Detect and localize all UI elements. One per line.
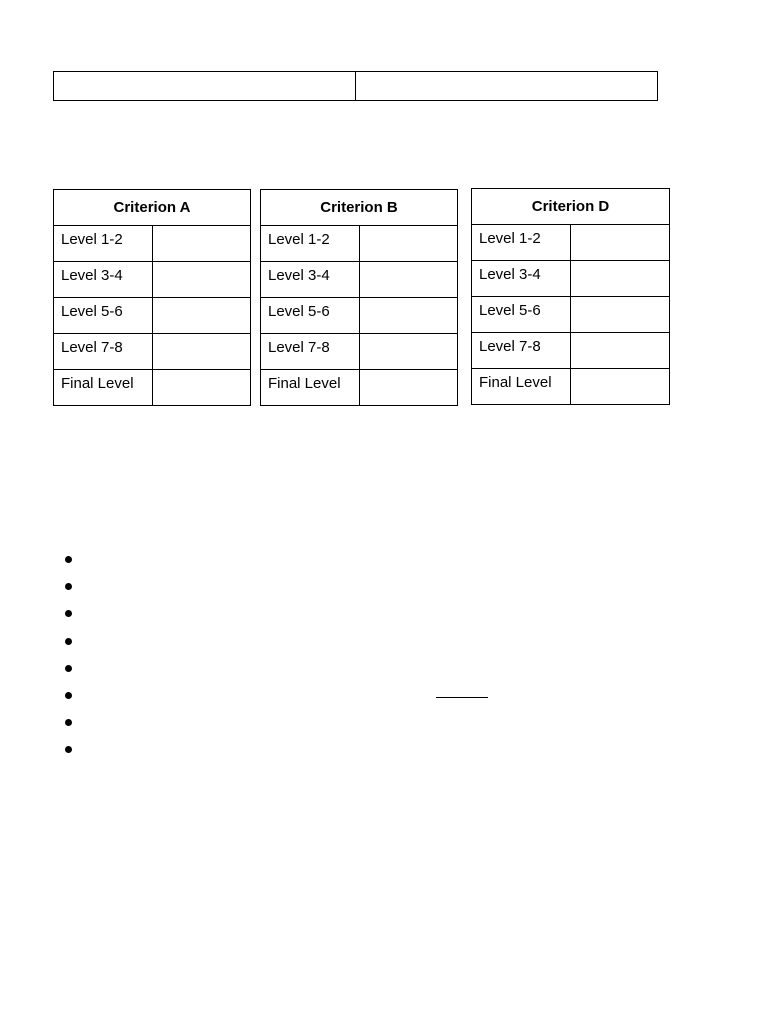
list-item: [65, 573, 72, 600]
level-label: Level 5-6: [54, 298, 153, 334]
table-row: [472, 333, 670, 369]
table-row: [261, 262, 458, 298]
level-label: Level 5-6: [472, 297, 571, 333]
bullet-icon: [65, 746, 72, 753]
header-cell-right: [356, 72, 658, 101]
bullet-icon: [65, 610, 72, 617]
table-row: [261, 334, 458, 370]
table-row: [472, 369, 670, 405]
level-score-cell: [571, 297, 670, 333]
table-row: [54, 226, 251, 262]
level-score-cell: [360, 334, 458, 370]
header-info-table: [53, 71, 658, 101]
table-row: [54, 334, 251, 370]
level-label: Level 5-6: [261, 298, 360, 334]
list-item: [65, 600, 72, 627]
table-row: [261, 226, 458, 262]
list-item: [65, 682, 72, 709]
fill-in-blank-line: [436, 697, 488, 698]
level-label: Final Level: [472, 369, 571, 405]
table-row: [472, 297, 670, 333]
table-row: [261, 298, 458, 334]
list-item: [65, 655, 72, 682]
level-score-cell: [360, 370, 458, 406]
criterion-a-table: [53, 189, 251, 406]
table-row: [54, 370, 251, 406]
level-score-cell: [153, 334, 251, 370]
level-label: Level 1-2: [472, 225, 571, 261]
table-row: [261, 370, 458, 406]
criterion-d-table: [471, 188, 670, 405]
list-item: [65, 709, 72, 736]
level-score-cell: [571, 261, 670, 297]
table-row: [472, 261, 670, 297]
bullet-icon: [65, 692, 72, 699]
level-label: Level 3-4: [261, 262, 360, 298]
level-score-cell: [571, 369, 670, 405]
level-label: Level 1-2: [54, 226, 153, 262]
bullet-icon: [65, 665, 72, 672]
level-label: Level 1-2: [261, 226, 360, 262]
level-score-cell: [360, 226, 458, 262]
level-label: Final Level: [54, 370, 153, 406]
criterion-b-title: Criterion B: [261, 190, 458, 226]
level-score-cell: [153, 262, 251, 298]
bullet-icon: [65, 556, 72, 563]
level-label: Level 7-8: [261, 334, 360, 370]
table-row: [54, 298, 251, 334]
list-item: [65, 628, 72, 655]
level-label: Final Level: [261, 370, 360, 406]
level-score-cell: [153, 370, 251, 406]
table-row: [54, 262, 251, 298]
level-score-cell: [153, 226, 251, 262]
criterion-d-title: Criterion D: [472, 189, 670, 225]
level-score-cell: [571, 225, 670, 261]
bullet-icon: [65, 638, 72, 645]
level-score-cell: [360, 262, 458, 298]
criterion-b-table: [260, 189, 458, 406]
bullet-icon: [65, 583, 72, 590]
table-row: [472, 225, 670, 261]
level-label: Level 3-4: [54, 262, 153, 298]
level-score-cell: [360, 298, 458, 334]
level-label: Level 7-8: [472, 333, 571, 369]
list-item: [65, 736, 72, 763]
level-label: Level 3-4: [472, 261, 571, 297]
bullet-list: [65, 546, 72, 764]
bullet-icon: [65, 719, 72, 726]
level-score-cell: [571, 333, 670, 369]
list-item: [65, 546, 72, 573]
level-label: Level 7-8: [54, 334, 153, 370]
criterion-a-title: Criterion A: [54, 190, 251, 226]
header-cell-left: [54, 72, 356, 101]
level-score-cell: [153, 298, 251, 334]
